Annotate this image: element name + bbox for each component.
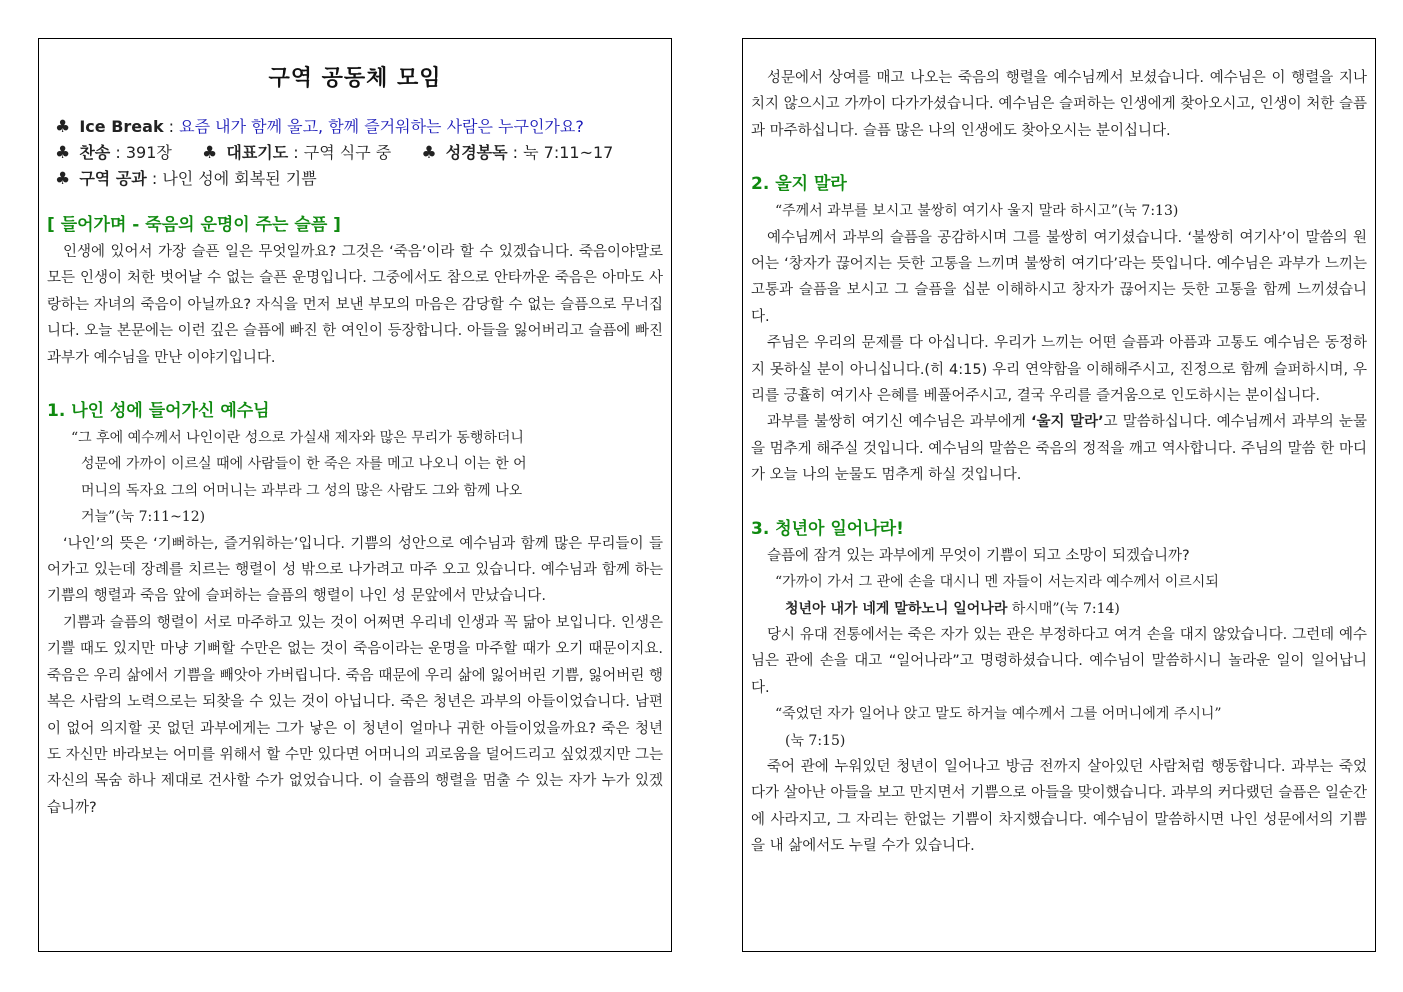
- club-icon: ♣: [55, 143, 71, 163]
- section3-heading: 3. 청년아 일어나라!: [751, 518, 904, 539]
- club-icon: ♣: [55, 169, 71, 189]
- section1-paragraph: ‘나인’의 뜻은 ‘기뻐하는, 즐거워하는’입니다. 기쁨의 성안으로 예수님과 함께 많은 무리들이 들어가고 있는데 장례를 치르는 행렬이 성 밖으로 나가려고 마주 오고 있습니다. 예수님과 함께 하는 기쁨의 행렬과 죽음 앞에 슬퍼하는 슬픔의 행렬이 나인 성 문앞에서 만났습니다.: [47, 535, 663, 605]
- section1-paragraph: 기쁨과 슬픔의 행렬이 서로 마주하고 있는 것이 어쩌면 우리네 인생과 꼭 닮아 보입니다. 인생은 기쁠 때도 있지만 마냥 기뻐할 수만은 없는 것이 죽음이라는 운명을 마주할 때가 오기 때문이지요. 죽음은 우리 삶에서 기쁨을 빼앗아 가버립니다. 죽음 때문에 우리 삶에 잃어버린 기쁨, 잃어버린 행복은 사람의 노력으로는 되찾을 수 있는 것이 아닙니다. 죽은 청년은 과부의 아들이었습니다. 남편이 없어 의지할 곳 없던 과부에게는 그가 낳은 이 청년이 얼마나 귀한 아들이었을까요? 죽은 청년도 자신만 바라보는 어미를 위해서 할 수만 있다면 어머니의 괴로움을 덜어드리고 싶었겠지만 그는 자신의 목숨 하나 제대로 건사할 수가 없었습니다. 이 슬픔의 행렬을 멈출 수 있는 자가 누가 있겠습니까?: [47, 614, 663, 816]
- intro-heading: [ 들어가며 - 죽음의 운명이 주는 슬픔 ]: [47, 215, 341, 235]
- prayer-label: 대표기도: [226, 143, 289, 162]
- lesson-label: 구역 공과: [79, 169, 147, 188]
- section2-quote: “주께서 과부를 보시고 불쌍히 여기사 울지 말라 하시고”(눅 7:13): [775, 203, 1179, 220]
- text-segment: 하시매”(눅 7:14): [1007, 600, 1120, 617]
- icebreak-line: [55, 114, 663, 140]
- quote-line: “그 후에 예수께서 나인이란 성으로 가실새 제자와 많은 무리가 동행하더니: [71, 430, 524, 447]
- reading-value: 눅 7:11~17: [523, 143, 614, 162]
- icebreak-separator: :: [163, 117, 180, 136]
- section2-paragraph: 예수님께서 과부의 슬픔을 공감하시며 그를 불쌍히 여기셨습니다. ‘불쌍히 여기사’이 말씀의 원어는 ‘창자가 끊어지는 듯한 고통을 느끼며 불쌍히 여기다’라는 뜻입니다. 예수님은 과부가 느끼는 고통과 슬픔을 보시고 그 슬픔을 십분 이해하시고 창자가 끊어지는 듯한 고통을 함께 느끼셨습니다.: [751, 229, 1367, 325]
- section2-paragraph: 주님은 우리의 문제를 다 아십니다. 우리가 느끼는 어떤 슬픔과 아픔과 고통도 예수님은 동정하지 못하실 분이 아니십니다.(히 4:15) 우리 연약함을 이해해주시고, 진정으로 함께 슬퍼하시며, 우리를 긍휼히 여기사 은혜를 베풀어주시고, 결국 우리를 즐거움으로 인도하시는 분이십니다.: [751, 335, 1367, 405]
- lesson-line: [55, 166, 663, 192]
- quote-line: (눅 7:15): [785, 732, 846, 749]
- meeting-info: [47, 114, 663, 192]
- text-segment: 고 말씀하십니다. 예수님께서 과부의 눈물을 멈추게 해주실 것입니다. 예수님의 말씀은 죽음의 정적을 깨고 역사합니다. 주님의 말씀 한 마디가 오늘 나의 눈물도 멈추게 하실 것입니다.: [751, 414, 1367, 484]
- emphasis-text: ‘울지 말라’: [1030, 414, 1104, 431]
- emphasis-text: 청년아 내가 네게 말하노니 일어나라: [785, 600, 1008, 617]
- section3-question: 슬픔에 잠겨 있는 과부에게 무엇이 기쁨이 되고 소망이 되겠습니까?: [767, 547, 1190, 564]
- lesson-separator: :: [146, 169, 163, 188]
- club-icon: ♣: [55, 117, 71, 137]
- text-segment: 과부를 불쌍히 여기신 예수님은 과부에게: [767, 414, 1031, 431]
- quote-line: “가까이 가서 그 관에 손을 대시니 멘 자들이 서는지라 예수께서 이르시되: [775, 574, 1219, 591]
- quote-line: 거늘”(눅 7:11~12): [81, 509, 206, 526]
- section3-quote: [751, 701, 1367, 754]
- section3-paragraph: 죽어 관에 누워있던 청년이 일어나고 방금 전까지 살아있던 사람처럼 행동합니다. 과부는 죽었다가 살아난 아들을 보고 만지면서 기쁨으로 아들을 맞이했습니다. 과부의 커다랬던 슬픔은 일순간에 사라지고, 그 자리는 한없는 기쁨이 차지했습니다. 예수님이 말씀하시면 나인 성문에서의 기쁨을 내 삶에서도 누릴 수가 있습니다.: [751, 758, 1367, 855]
- quote-line: 성문에 가까이 이르실 때에 사람들이 한 죽은 자를 메고 나오니 이는 한 어: [81, 456, 527, 473]
- hymn-prayer-reading-line: [55, 140, 663, 166]
- prayer-separator: :: [288, 143, 304, 162]
- section2-paragraph: [751, 409, 1367, 488]
- section3-paragraph: 당시 유대 전통에서는 죽은 자가 있는 관은 부정하다고 여겨 손을 대지 않았습니다. 그런데 예수님은 관에 손을 대고 “일어나라”고 명령하셨습니다. 예수님이 말씀하시니 놀라운 일이 일어납니다.: [751, 626, 1367, 696]
- quote-line: “죽었던 자가 일어나 앉고 말도 하거늘 예수께서 그를 어머니에게 주시니”: [775, 706, 1222, 723]
- quote-line: 머니의 독자요 그의 어머니는 과부라 그 성의 많은 사람도 그와 함께 나오: [81, 482, 523, 499]
- lesson-value: 나인 성에 회복된 기쁨: [162, 169, 317, 188]
- section1-heading: 1. 나인 성에 들어가신 예수님: [47, 401, 270, 422]
- prayer-value: 구역 식구 중: [303, 143, 392, 162]
- club-icon: ♣: [421, 143, 437, 163]
- reading-label: 성경봉독: [445, 143, 508, 162]
- opening-paragraph: 성문에서 상여를 매고 나오는 죽음의 행렬을 예수님께서 보셨습니다. 예수님은 이 행렬을 지나치지 않으시고 가까이 다가가셨습니다. 예수님은 슬퍼하는 인생에게 찾아오시고, 인생이 처한 슬픔과 마주하십니다. 슬픔 많은 나의 인생에도 찾아오시는 분이십니다.: [751, 70, 1367, 139]
- intro-paragraph: 인생에 있어서 가장 슬픈 일은 무엇일까요? 그것은 ‘죽음’이라 할 수 있겠습니다. 죽음이야말로 모든 인생이 처한 벗어날 수 없는 슬픈 운명입니다. 그중에서도 참으로 안타까운 죽음은 아마도 사랑하는 자녀의 죽음이 아닐까요? 자식을 먼저 보낸 부모의 마음은 감당할 수 없는 슬픔으로 무너집니다. 오늘 본문에는 이런 깊은 슬픔에 빠진 한 여인이 등장합니다. 아들을 잃어버리고 슬픔에 빠진 과부가 예수님을 만난 이야기입니다.: [47, 244, 663, 366]
- page-title: 구역 공동체 모임: [268, 66, 442, 91]
- section1-quote: [47, 425, 663, 531]
- club-icon: ♣: [202, 143, 218, 163]
- reading-separator: :: [507, 143, 524, 162]
- section2-heading: 2. 울지 말라: [751, 174, 847, 195]
- hymn-separator: :: [110, 143, 126, 162]
- icebreak-label: Ice Break: [79, 117, 164, 136]
- left-page: [38, 38, 672, 952]
- hymn-value: 391장: [125, 143, 172, 162]
- section3-quote: [751, 569, 1367, 622]
- hymn-label: 찬송: [79, 143, 111, 162]
- quote-line: [751, 596, 1367, 622]
- right-page: [742, 38, 1376, 952]
- icebreak-question: 요즘 내가 함께 울고, 함께 즐거워하는 사람은 누구인가요?: [179, 117, 584, 136]
